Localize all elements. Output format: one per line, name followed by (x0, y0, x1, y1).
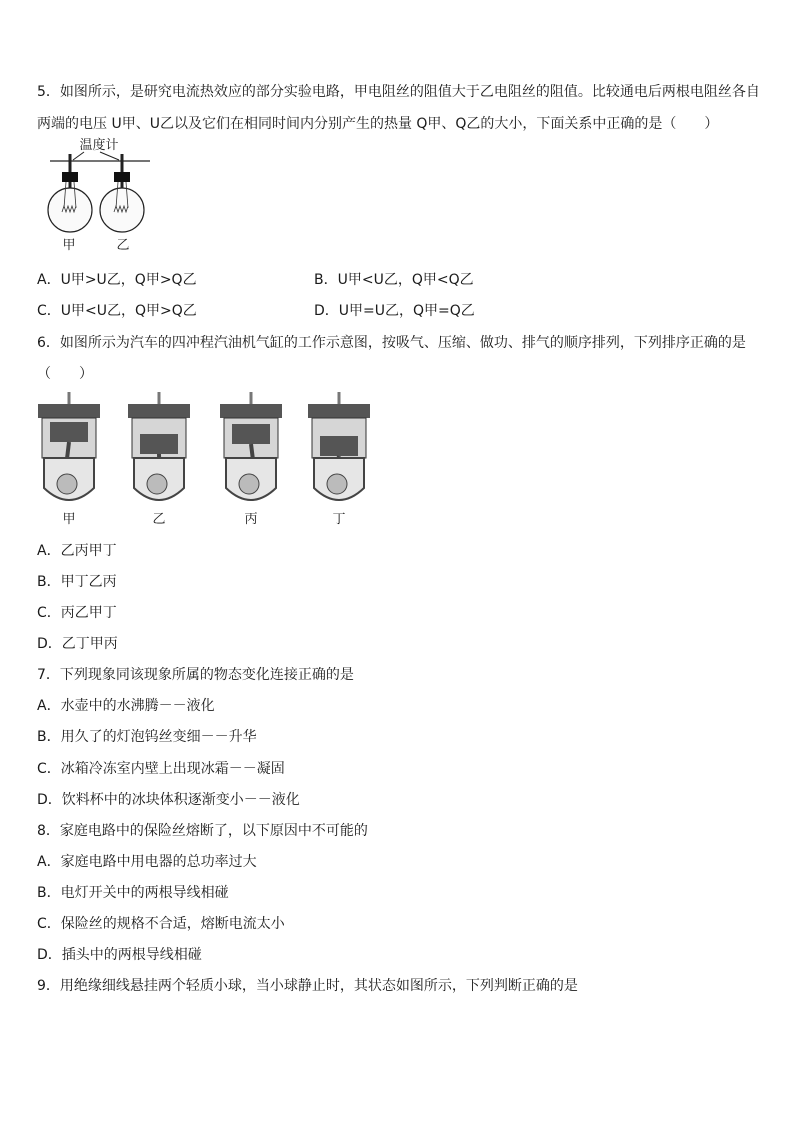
engine-yi (128, 392, 190, 500)
q6-stem-line2: （ ） (37, 366, 93, 382)
q5-option-d[interactable]: D．U甲=U乙，Q甲=Q乙 (314, 303, 475, 319)
q7-option-a[interactable]: A．水壶中的水沸腾－－液化 (37, 698, 215, 714)
engine-label-yi: 乙 (152, 512, 166, 527)
q6-option-b[interactable]: B．甲丁乙丙 (37, 574, 117, 590)
engine-jia (38, 392, 100, 500)
q6-option-a[interactable]: A．乙丙甲丁 (37, 543, 117, 559)
q6-figure (34, 392, 384, 532)
engine-bing (220, 392, 282, 500)
q8-option-d[interactable]: D．插头中的两根导线相碰 (37, 947, 202, 963)
q5-option-b[interactable]: B．U甲<U乙，Q甲<Q乙 (314, 272, 474, 288)
q5-option-c[interactable]: C．U甲<U乙，Q甲>Q乙 (37, 303, 197, 319)
engine-label-bing: 丙 (244, 512, 258, 527)
q9-stem: 9．用绝缘细线悬挂两个轻质小球，当小球静止时，其状态如图所示，下列判断正确的是 (37, 978, 578, 994)
q5-option-a[interactable]: A．U甲>U乙，Q甲>Q乙 (37, 272, 197, 288)
q8-option-b[interactable]: B．电灯开关中的两根导线相碰 (37, 885, 229, 901)
q7-stem: 7．下列现象同该现象所属的物态变化连接正确的是 (37, 667, 354, 683)
engine-ding (308, 392, 370, 500)
q5-thermometer-diagram (40, 140, 160, 236)
q5-figure (40, 140, 160, 260)
q7-option-b[interactable]: B．用久了的灯泡钨丝变细－－升华 (37, 729, 257, 745)
engine-label-jia: 甲 (62, 512, 76, 527)
q6-option-d[interactable]: D．乙丁甲丙 (37, 636, 118, 652)
q8-option-c[interactable]: C．保险丝的规格不合适，熔断电流太小 (37, 916, 285, 932)
q7-option-c[interactable]: C．冰箱冷冻室内壁上出现冰霜－－凝固 (37, 761, 285, 777)
q8-option-a[interactable]: A．家庭电路中用电器的总功率过大 (37, 854, 257, 870)
engine-label-ding: 丁 (332, 512, 346, 527)
thermometer-label: 温度计 (79, 138, 119, 153)
q7-option-d[interactable]: D．饮料杯中的冰块体积逐渐变小－－液化 (37, 792, 300, 808)
q6-engine-diagram (34, 392, 384, 510)
q5-stem-line2: 两端的电压 U甲、U乙以及它们在相同时间内分别产生的热量 Q甲、Q乙的大小，下面关系中正确的是（ ） (37, 116, 719, 132)
q5-stem-line1: 5．如图所示，是研究电流热效应的部分实验电路，甲电阻丝的阻值大于乙电阻丝的阻值。比较通电后两根电阻丝各自 (37, 84, 760, 100)
q6-stem-line1: 6．如图所示为汽车的四冲程汽油机气缸的工作示意图，按吸气、压缩、做功、排气的顺序排列，下列排序正确的是 (37, 335, 746, 351)
label-jia: 甲 (62, 238, 76, 253)
q8-stem: 8．家庭电路中的保险丝熔断了，以下原因中不可能的 (37, 823, 368, 839)
label-yi: 乙 (116, 238, 130, 253)
q6-option-c[interactable]: C．丙乙甲丁 (37, 605, 117, 621)
